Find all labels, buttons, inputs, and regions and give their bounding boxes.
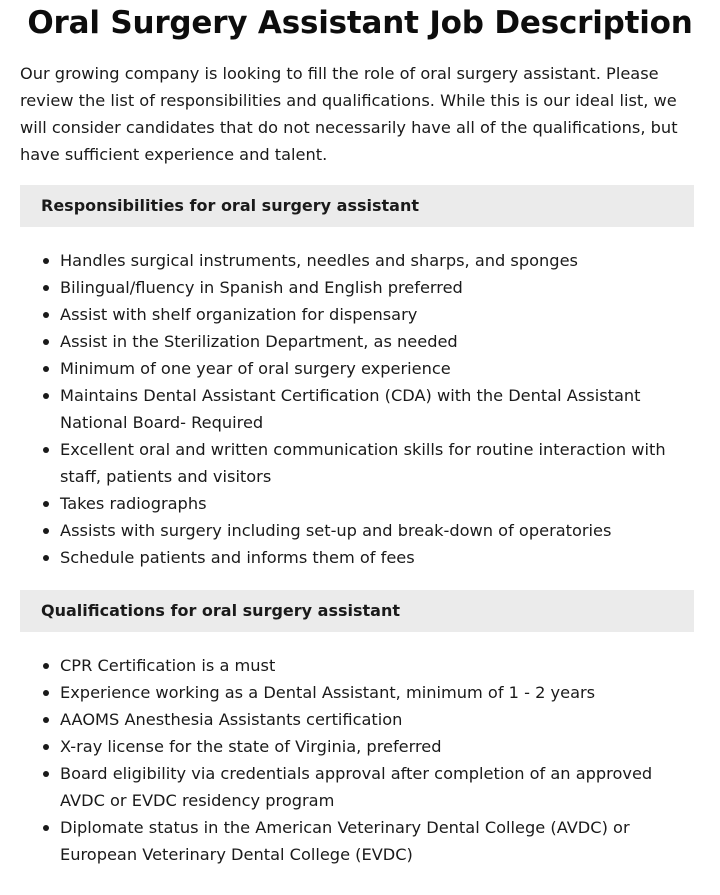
list-item: X-ray license for the state of Virginia, preferred	[60, 733, 720, 760]
list-item: Maintains Dental Assistant Certification (CDA) with the Dental Assistant National Board- Required	[60, 382, 720, 436]
list-item: Assists with surgery including set-up and break-down of operatories	[60, 517, 720, 544]
list-item: CPR Certification is a must	[60, 652, 720, 679]
list-item: Excellent oral and written communication skills for routine interaction with staff, patients and visitors	[60, 436, 720, 490]
intro-paragraph: Our growing company is looking to fill the role of oral surgery assistant. Please review the list of responsibilities and qualifications. While this is our ideal list, we will consider candidates that do not necessarily have all of the qualifications, but have sufficient experience and talent.	[20, 64, 678, 164]
list-item: Assist in the Sterilization Department, as needed	[60, 328, 720, 355]
list-item: AAOMS Anesthesia Assistants certification	[60, 706, 720, 733]
list-item: Experience working as a Dental Assistant, minimum of 1 - 2 years	[60, 679, 720, 706]
list-item: Bilingual/fluency in Spanish and English preferred	[60, 274, 720, 301]
list-item: Handles surgical instruments, needles and sharps, and sponges	[60, 247, 720, 274]
list-item: Schedule patients and informs them of fees	[60, 544, 720, 571]
list-item: Minimum of one year of oral surgery experience	[60, 355, 720, 382]
list-item: Assist with shelf organization for dispensary	[60, 301, 720, 328]
qualifications-list	[0, 652, 720, 868]
list-item: Board eligibility via credentials approval after completion of an approved AVDC or EVDC residency program	[60, 760, 720, 814]
qualifications-heading: Qualifications for oral surgery assistant	[20, 590, 694, 632]
list-item: Takes radiographs	[60, 490, 720, 517]
page-title: Oral Surgery Assistant Job Description	[27, 5, 693, 41]
responsibilities-list	[0, 247, 720, 571]
list-item: Diplomate status in the American Veterinary Dental College (AVDC) or European Veterinary Dental College (EVDC)	[60, 814, 720, 868]
responsibilities-heading: Responsibilities for oral surgery assistant	[20, 185, 694, 227]
